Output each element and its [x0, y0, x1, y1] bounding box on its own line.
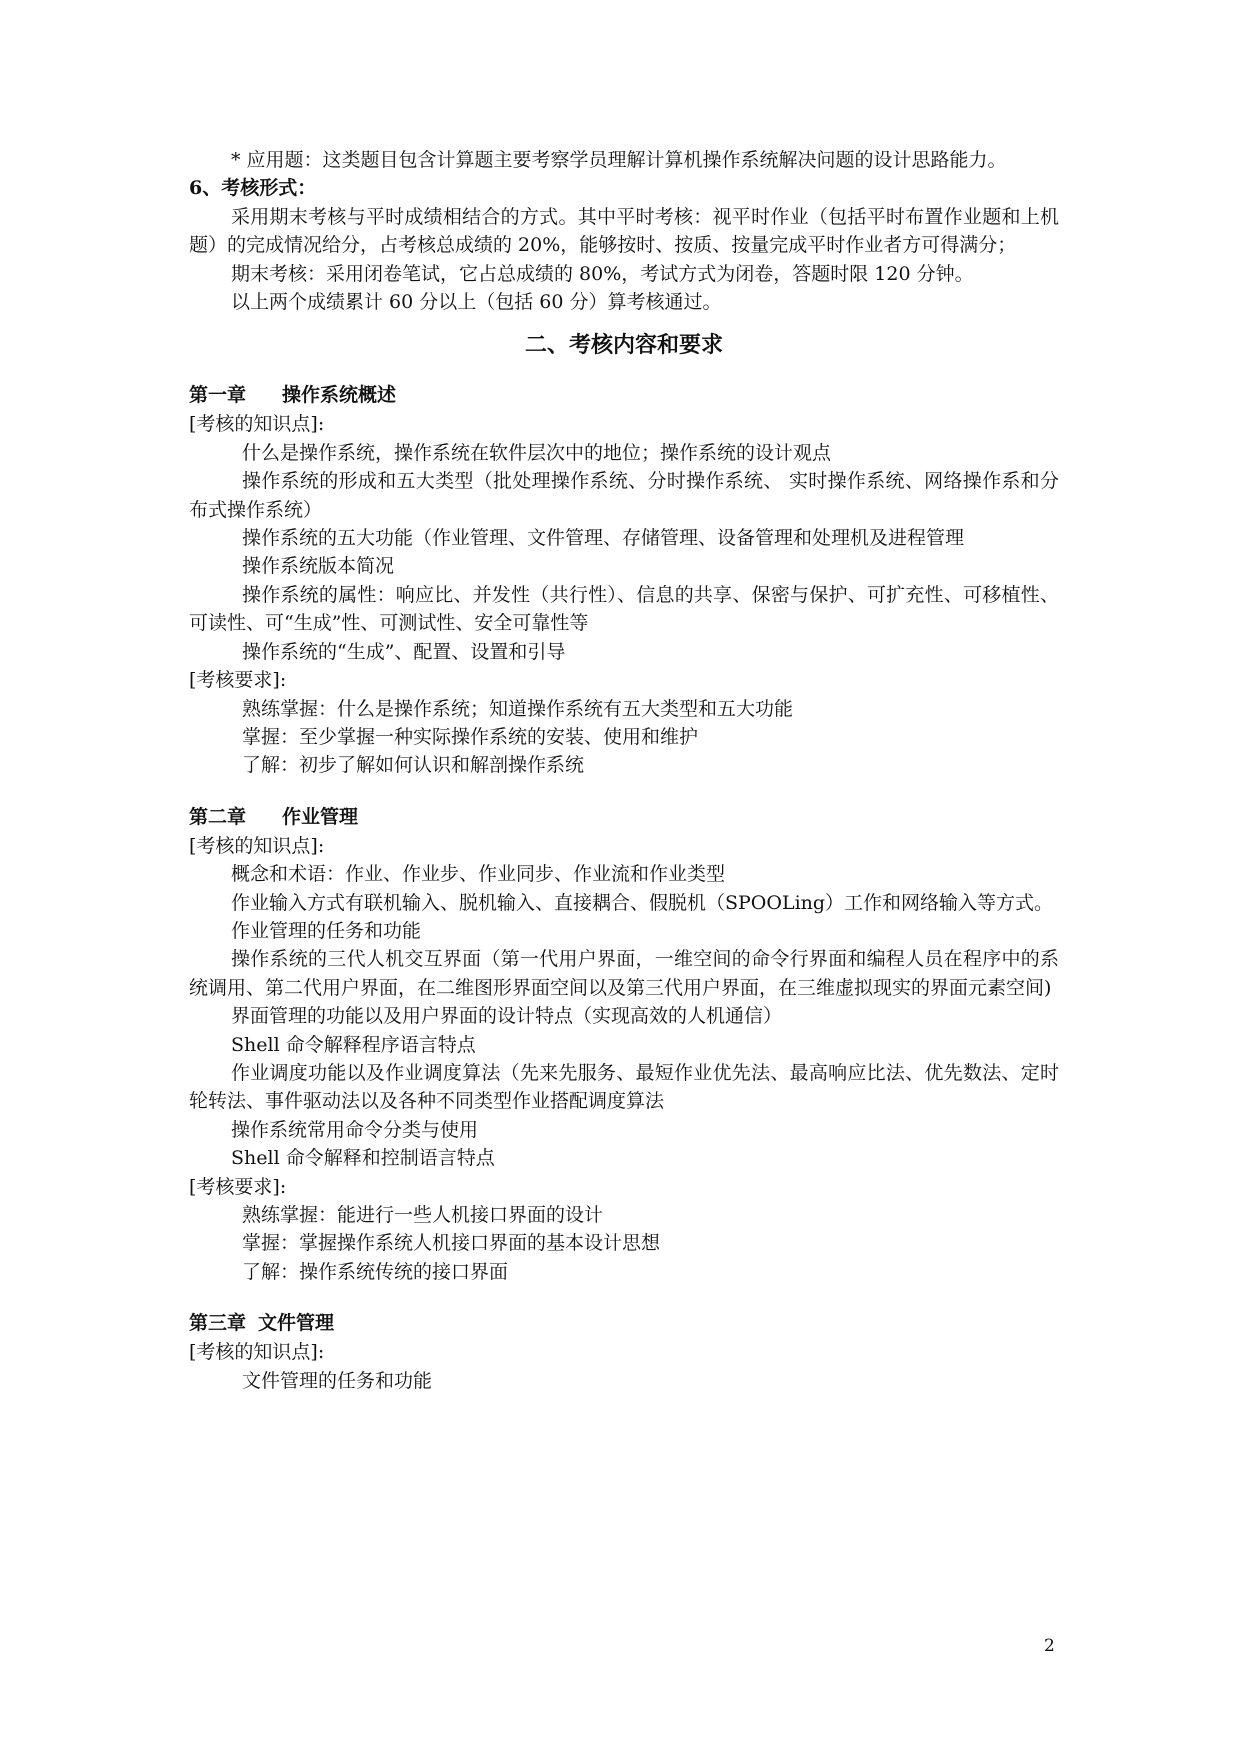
requirement-item: 掌握：掌握操作系统人机接口界面的基本设计思想	[242, 1232, 661, 1255]
knowledge-point: 什么是操作系统，操作系统在软件层次中的地位；操作系统的设计观点	[242, 441, 832, 464]
knowledge-points-label: [考核的知识点]:	[189, 413, 325, 436]
knowledge-point: 界面管理的功能以及用户界面的设计特点（实现高效的人机通信）	[231, 1005, 783, 1028]
page-content	[189, 146, 1059, 1395]
chapter-title: 操作系统概述	[282, 384, 397, 407]
chapter-title: 文件管理	[258, 1312, 335, 1335]
knowledge-point: 概念和术语：作业、作业步、作业同步、作业流和作业类型	[231, 863, 726, 886]
knowledge-point: 作业调度功能以及作业调度算法（先来先服务、最短作业优先法、最高响应比法、优先数法、定时轮转法、事件驱动法以及各种不同类型作业搭配调度算法	[189, 1061, 1059, 1113]
knowledge-point: 作业管理的任务和功能	[231, 919, 422, 942]
chapter-number: 第二章	[189, 805, 247, 828]
requirement-item: 熟练掌握：能进行一些人机接口界面的设计	[242, 1204, 604, 1226]
knowledge-points-label: [考核的知识点]:	[189, 1341, 325, 1364]
chapter-title: 作业管理	[282, 805, 359, 828]
knowledge-point: 操作系统的三代人机交互界面（第一代用户界面，一维空间的命令行界面和编程人员在程序中的系统调用、第二代用户界面，在二维图形界面空间以及第三代用户界面，在三维虚拟现实的界面元素空间)	[189, 948, 1059, 999]
chapter-heading	[189, 802, 1059, 832]
chapter-heading	[189, 1308, 1059, 1338]
knowledge-point: 文件管理的任务和功能	[242, 1369, 433, 1392]
section-title: 二、考核内容和要求	[524, 332, 723, 359]
requirement-item: 了解：操作系统传统的接口界面	[242, 1260, 509, 1283]
knowledge-point: 作业输入方式有联机输入、脱机输入、直接耦合、假脱机（SPOOLing）工作和网络输入等方式。	[231, 891, 1054, 914]
knowledge-point: 操作系统的五大功能（作业管理、文件管理、存储管理、设备管理和处理机及进程管理	[242, 527, 965, 550]
application-question-item: * 应用题：这类题目包含计算题主要考察学员理解计算机操作系统解决问题的设计思路能力。	[231, 149, 1007, 171]
assessment-form-heading: 6、考核形式：	[189, 177, 317, 200]
assessment-form-paragraph: 采用期末考核与平时成绩相结合的方式。其中平时考核：视平时作业（包括平时布置作业题和上机题）的完成情况给分，占考核总成绩的 20%，能够按时、按质、按量完成平时作业者方可得满分；	[189, 205, 1059, 257]
knowledge-point: 操作系统版本简况	[242, 555, 395, 578]
chapter-number: 第三章	[189, 1312, 247, 1335]
knowledge-point: Shell 命令解释程序语言特点	[231, 1033, 476, 1056]
chapter-number: 第一章	[189, 384, 247, 407]
requirements-label: [考核要求]:	[189, 669, 287, 692]
requirement-item: 了解：初步了解如何认识和解剖操作系统	[242, 754, 585, 777]
knowledge-point: 操作系统的形成和五大类型（批处理操作系统、分时操作系统、 实时操作系统、网络操作系和分布式操作系统）	[189, 470, 1059, 521]
knowledge-point: 操作系统的“生成”、配置、设置和引导	[242, 640, 566, 663]
knowledge-points-label: [考核的知识点]:	[189, 834, 325, 857]
requirements-label: [考核要求]:	[189, 1175, 287, 1198]
page-number: 2	[1044, 1636, 1055, 1656]
knowledge-point: 操作系统常用命令分类与使用	[231, 1118, 479, 1141]
assessment-form-paragraph: 期末考核：采用闭卷笔试，它占总成绩的 80%，考试方式为闭卷，答题时限 120 分钟。	[231, 262, 974, 285]
chapter-heading	[189, 380, 1059, 410]
assessment-form-paragraph: 以上两个成绩累计 60 分以上（包括 60 分）算考核通过。	[231, 291, 722, 314]
requirement-item: 熟练掌握：什么是操作系统；知道操作系统有五大类型和五大功能	[242, 697, 794, 720]
knowledge-point: 操作系统的属性：响应比、并发性（共行性）、信息的共享、保密与保护、可扩充性、可移植性、可读性、可“生成”性、可测试性、安全可靠性等	[189, 583, 1059, 635]
requirement-item: 掌握：至少掌握一种实际操作系统的安装、使用和维护	[242, 725, 699, 748]
knowledge-point: Shell 命令解释和控制语言特点	[231, 1147, 495, 1170]
